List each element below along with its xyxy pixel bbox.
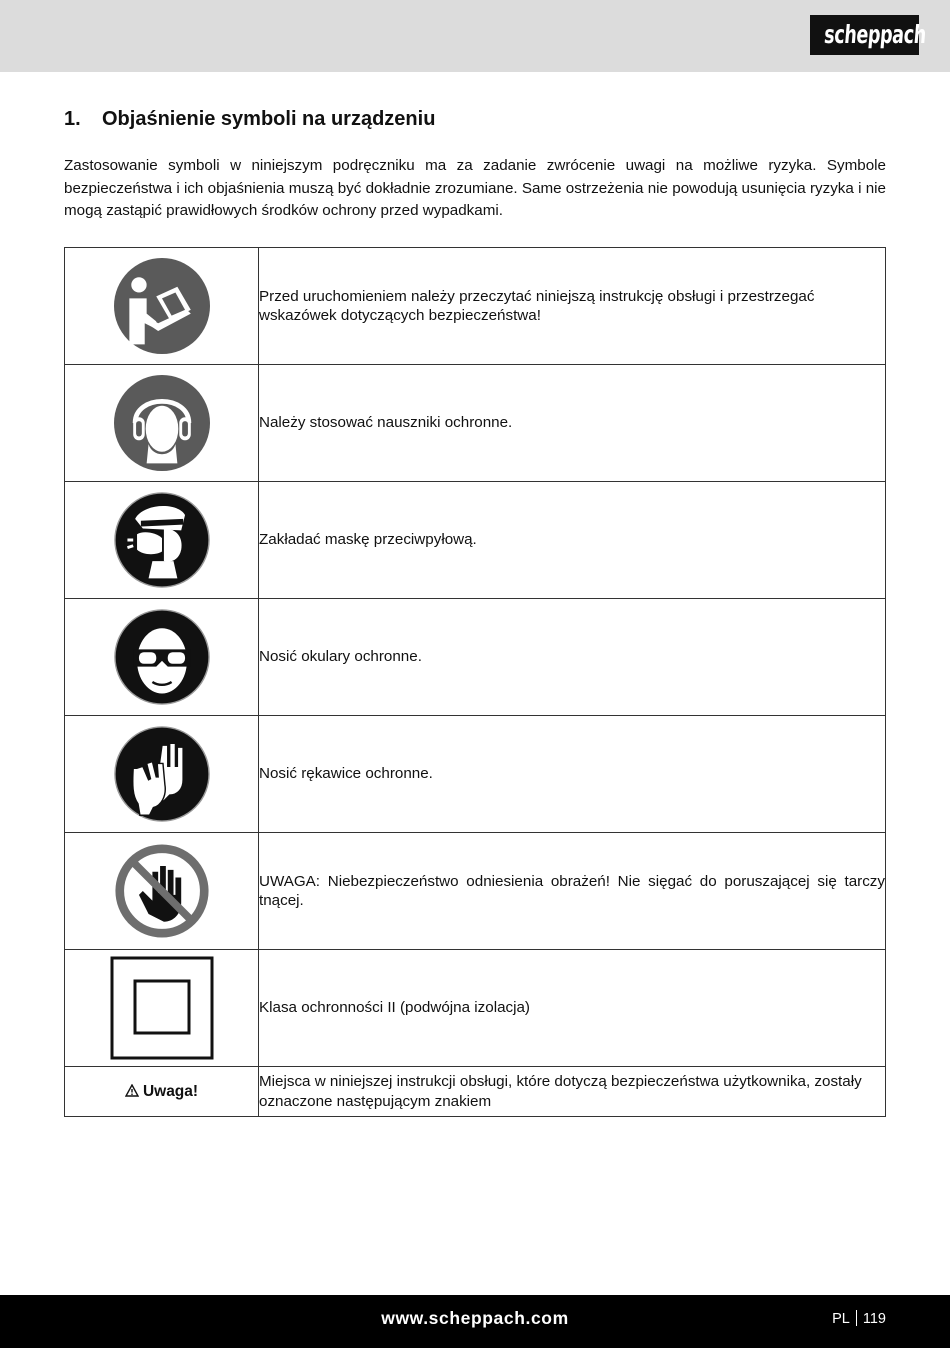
page-info bbox=[832, 1310, 886, 1327]
section-title-text: Objaśnienie symboli na urządzeniu bbox=[102, 108, 436, 130]
section-number: 1. bbox=[64, 108, 81, 130]
table-row bbox=[65, 833, 886, 950]
symbol-description: Zakładać maskę przeciwpyłową. bbox=[259, 482, 886, 599]
dust-mask-icon bbox=[114, 492, 210, 588]
table-row bbox=[65, 716, 886, 833]
safety-goggles-icon bbox=[114, 609, 210, 705]
language-code: PL bbox=[832, 1311, 850, 1327]
header-band bbox=[0, 0, 950, 72]
symbol-description: Klasa ochronności II (podwójna izolacja) bbox=[259, 950, 886, 1067]
symbols-table bbox=[64, 247, 886, 1117]
protective-gloves-icon bbox=[114, 726, 210, 822]
intro-paragraph: Zastosowanie symboli w niniejszym podręczniku ma za zadanie zwrócenie uwagi na możliwe ryzyka. Symbole bezpieczeństwa i ich objaśnienia muszą być dokładnie zrozumiane. Same ostrzeżenia nie powodują usunięcia ryzyka i nie mogą zastąpić prawidłowych środków ochrony przed wypadkami. bbox=[64, 157, 886, 219]
table-row bbox=[65, 950, 886, 1067]
symbol-description: UWAGA: Niebezpieczeństwo odniesienia obrażeń! Nie sięgać do poruszającej się tarczy tnącej. bbox=[259, 833, 886, 950]
table-row bbox=[65, 248, 886, 365]
warning-description: Miejsca w niniejszej instrukcji obsługi, które dotyczą bezpieczeństwa użytkownika, zostały oznaczone następującym znakiem bbox=[259, 1067, 886, 1117]
read-manual-icon bbox=[114, 258, 210, 354]
website-link[interactable]: www.scheppach.com bbox=[381, 1308, 569, 1328]
footer-bar bbox=[0, 1295, 950, 1348]
page-number: 119 bbox=[862, 1311, 886, 1327]
table-row bbox=[65, 482, 886, 599]
symbol-description: Przed uruchomieniem należy przeczytać niniejszą instrukcję obsługi i przestrzegać wskazówek dotyczących bezpieczeństwa! bbox=[259, 248, 886, 365]
warning-label bbox=[125, 1083, 198, 1100]
symbol-description: Nosić okulary ochronne. bbox=[259, 599, 886, 716]
symbol-description: Należy stosować nauszniki ochronne. bbox=[259, 365, 886, 482]
brand-logo: scheppach bbox=[810, 15, 919, 55]
warning-label-text: Uwaga! bbox=[142, 1082, 199, 1100]
section-title bbox=[64, 108, 435, 131]
no-hand-icon bbox=[114, 843, 210, 939]
table-row bbox=[65, 365, 886, 482]
table-row bbox=[65, 1067, 886, 1117]
page-separator bbox=[856, 1310, 857, 1326]
ear-protection-icon bbox=[114, 375, 210, 471]
warning-triangle-icon bbox=[125, 1084, 139, 1097]
double-insulation-icon bbox=[110, 956, 214, 1060]
table-row bbox=[65, 599, 886, 716]
symbol-description: Nosić rękawice ochronne. bbox=[259, 716, 886, 833]
